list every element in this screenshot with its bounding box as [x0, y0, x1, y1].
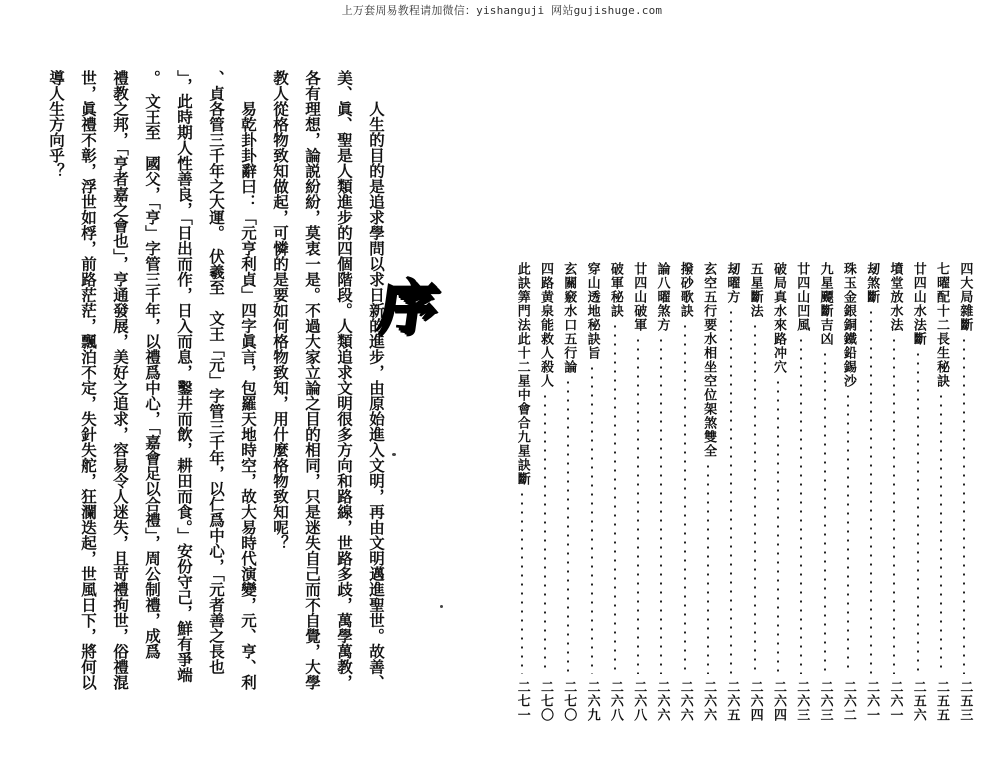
toc-dot-leader [893, 336, 895, 674]
toc-entry [766, 262, 789, 722]
preface-column: 禮教之邦，「亨者嘉之會也」，亨通發展，美好之追求，容易令人迷失，且苛禮拘世，俗禮混 [111, 70, 130, 690]
toc-entry-title: 廿四山破軍 [631, 262, 647, 332]
toc-entry-title: 刼曜方 [724, 262, 740, 304]
toc-entry-title: 珠玉金銀銅鐵鉛錫沙 [840, 262, 856, 388]
toc-entry [720, 262, 743, 722]
toc-dot-leader [963, 336, 965, 674]
preface-column: 人生的目的是追求學問以求日新的進步，由原始進入文明，再由文明邁進聖世。故善、 [367, 70, 386, 690]
toc-entry-title: 撥砂歌訣 [677, 262, 693, 318]
toc-entry-title: 九星飃斷吉凶 [817, 262, 833, 346]
toc-entry-title: 穿山透地秘訣旨 [584, 262, 600, 360]
toc-dot-leader [660, 336, 662, 674]
toc-entry [650, 262, 673, 722]
toc-dot-leader [777, 378, 779, 674]
preface-title-seal: 序 [373, 272, 441, 340]
toc-dot-leader [544, 392, 546, 674]
toc-page-number: 二六三 [794, 680, 810, 722]
preface-column: 世，眞禮不彰，浮世如桴，前路茫茫，飄泊不定，失針失舵，狂瀾迭起，世風日下，將何以 [79, 70, 98, 690]
toc-entry-title: 破軍秘訣 [607, 262, 623, 318]
toc-page-number: 二六五 [724, 680, 740, 722]
toc-entry [580, 262, 603, 722]
toc-entry [790, 262, 813, 722]
preface-column: 導人生方向乎？ [47, 70, 66, 179]
toc-entry [883, 262, 906, 722]
toc-entry [906, 262, 929, 722]
toc-page-number: 二七〇 [561, 680, 577, 722]
toc-dot-leader [870, 308, 872, 674]
toc-entry-title: 刼煞斷 [864, 262, 880, 304]
toc-dot-leader [684, 322, 686, 674]
preface-column: 」，此時期人性善良，「日出而作，日入而息，鑿井而飲，耕田而食。」安份守己，鮮有爭端 [175, 70, 194, 683]
toc-page-number: 二六四 [770, 680, 786, 722]
preface-column: 。 文王至 國父，「亨」字管三千年，以禮爲中心，「嘉會足以合禮」，周公制禮，成爲 [143, 70, 162, 659]
toc-entry [743, 262, 766, 722]
toc-entry [929, 262, 952, 722]
toc-entry-title: 此訣筭門法此十二星中會合九星訣斷 [514, 262, 530, 486]
toc-entry-title: 玄空五行要水相坐空位架煞雙全 [701, 262, 717, 458]
watermark-banner: 上万套周易教程请加微信：yishanguji 网站gujishuge.com [341, 4, 663, 17]
toc-entry [510, 262, 533, 722]
toc-entry-title: 破局真水來路冲穴 [770, 262, 786, 374]
preface-column: 、貞各管三千年之大運。 伏羲至 文王「元」字管三千年，以仁爲中心，「元者善之長也 [207, 70, 226, 675]
toc-entry [533, 262, 556, 722]
table-of-contents [510, 262, 976, 722]
toc-entry-title: 四路黄泉能救人殺人 [538, 262, 553, 388]
toc-entry-title: 四大局雜斷 [957, 262, 973, 332]
toc-dot-leader [917, 350, 919, 674]
toc-dot-leader [591, 364, 593, 674]
toc-page-number: 二五五 [934, 680, 950, 722]
toc-entry [627, 262, 650, 722]
toc-entry [557, 262, 580, 722]
toc-dot-leader [614, 322, 616, 674]
toc-entry-title: 廿四山水法斷 [910, 262, 926, 346]
toc-page-number: 二六八 [631, 680, 647, 722]
toc-entry [836, 262, 859, 722]
toc-dot-leader [521, 490, 523, 674]
preface-text [37, 70, 389, 760]
toc-page-number: 二五六 [910, 680, 926, 722]
toc-page-number: 二六九 [584, 680, 600, 722]
toc-page-number: 二六二 [840, 680, 856, 722]
toc-entry [813, 262, 836, 722]
toc-dot-leader [707, 462, 709, 674]
toc-page-number: 二六八 [607, 680, 623, 722]
toc-page-number: 二五三 [957, 680, 973, 722]
preface-column: 易乾卦卦辭曰：「元亨利貞」四字眞言，包羅天地時空，故大易時代演變，元、亨、利 [239, 70, 258, 690]
toc-entry [603, 262, 626, 722]
toc-entry-title: 論八曜煞方 [654, 262, 670, 332]
preface-column: 美、眞、聖是人類進步的四個階段。人類追求文明很多方向和路線，世路多歧，萬學萬教， [335, 70, 354, 690]
toc-entry [696, 262, 719, 722]
toc-entry-title: 七曜配十二長生秘訣 [934, 262, 950, 388]
preface-column: 各有理想，論説紛紛，莫衷一是。不過大家立論之目的相同，只是迷失自己而不自覺，大學 [303, 70, 322, 690]
toc-page-number: 二六四 [747, 680, 763, 722]
toc-entry-title: 五星斷法 [747, 262, 763, 318]
toc-page-number: 二六一 [887, 680, 903, 722]
scan-speck [440, 605, 443, 608]
toc-dot-leader [567, 378, 569, 674]
toc-dot-leader [637, 336, 639, 674]
toc-page-number: 二七〇 [538, 680, 553, 722]
toc-dot-leader [754, 322, 756, 674]
toc-page-number: 二六三 [817, 680, 833, 722]
scan-speck [392, 453, 396, 456]
toc-page-number: 二六六 [701, 680, 717, 722]
toc-dot-leader [730, 308, 732, 674]
toc-entry [953, 262, 976, 722]
toc-entry [673, 262, 696, 722]
toc-entry-title: 廿四山凹風 [794, 262, 810, 332]
toc-page-number: 二六六 [654, 680, 670, 722]
toc-entry [860, 262, 883, 722]
toc-page-number: 二六一 [864, 680, 880, 722]
toc-page-number: 二七一 [514, 680, 530, 722]
toc-entry-title: 玄關竅水口五行論 [561, 262, 577, 374]
toc-page-number: 二六六 [677, 680, 693, 722]
toc-entry-title: 墳堂放水法 [887, 262, 903, 332]
preface-column: 教人從格物致知做起，可憐的是要如何格物致知，用什麼格物致知呢？ [271, 70, 290, 551]
toc-dot-leader [940, 392, 942, 674]
toc-dot-leader [847, 392, 849, 674]
toc-dot-leader [824, 350, 826, 674]
toc-dot-leader [800, 336, 802, 674]
